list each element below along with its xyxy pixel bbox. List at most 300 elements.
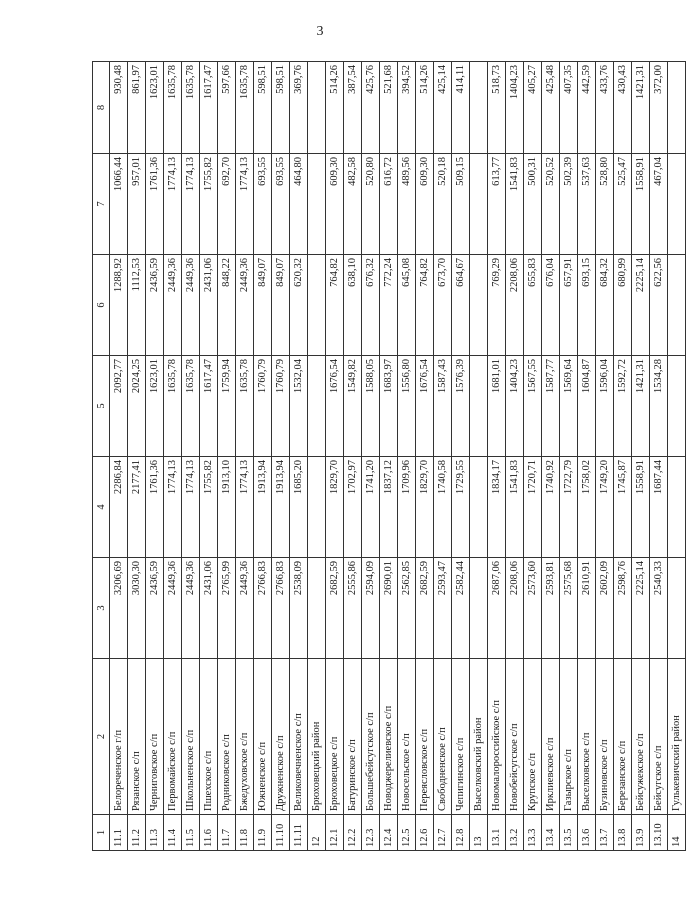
- value-cell: 1676,54: [326, 356, 344, 457]
- table-row: [470, 62, 488, 851]
- value-cell: 2575,68: [560, 558, 578, 659]
- value-cell: 597,66: [218, 62, 236, 154]
- settlement-name: Новобейсугское с/п: [506, 659, 524, 815]
- value-cell: [668, 62, 686, 154]
- table-row: [146, 62, 164, 851]
- settlement-name: Бжедуховское с/п: [236, 659, 254, 815]
- value-cell: [668, 255, 686, 356]
- value-cell: 1834,17: [488, 457, 506, 558]
- row-number: 13.5: [560, 815, 578, 851]
- value-cell: 676,04: [542, 255, 560, 356]
- row-number: 11.9: [254, 815, 272, 851]
- value-cell: 655,83: [524, 255, 542, 356]
- row-number: 12.6: [416, 815, 434, 851]
- table-row: [596, 62, 614, 851]
- value-cell: 1729,55: [452, 457, 470, 558]
- value-cell: 598,51: [254, 62, 272, 154]
- settlement-name: Переясловское с/п: [416, 659, 434, 815]
- value-cell: 464,80: [290, 154, 308, 255]
- value-cell: 425,48: [542, 62, 560, 154]
- value-cell: 1604,87: [578, 356, 596, 457]
- value-cell: 1635,78: [236, 62, 254, 154]
- settlement-name: Бейсугское с/п: [650, 659, 668, 815]
- row-number: 12.1: [326, 815, 344, 851]
- value-cell: 622,56: [650, 255, 668, 356]
- value-cell: 1558,91: [632, 457, 650, 558]
- value-cell: 502,39: [560, 154, 578, 255]
- value-cell: [308, 457, 326, 558]
- value-cell: 537,63: [578, 154, 596, 255]
- value-cell: 1774,13: [236, 154, 254, 255]
- value-cell: 387,54: [344, 62, 362, 154]
- value-cell: 1913,94: [254, 457, 272, 558]
- value-cell: 514,26: [416, 62, 434, 154]
- table-row: [218, 62, 236, 851]
- value-cell: 2208,06: [506, 558, 524, 659]
- table-row: [380, 62, 398, 851]
- column-number: 6: [93, 255, 110, 356]
- value-cell: 2449,36: [182, 255, 200, 356]
- value-cell: 2766,83: [254, 558, 272, 659]
- value-cell: 1404,23: [506, 62, 524, 154]
- table-row: [344, 62, 362, 851]
- column-number: 2: [93, 659, 110, 815]
- value-cell: 1745,87: [614, 457, 632, 558]
- row-number: 12.2: [344, 815, 362, 851]
- value-cell: 520,52: [542, 154, 560, 255]
- value-cell: 1761,36: [146, 457, 164, 558]
- settlement-name: Школьненское с/п: [182, 659, 200, 815]
- value-cell: [308, 255, 326, 356]
- value-cell: 2594,09: [362, 558, 380, 659]
- row-number: 11.8: [236, 815, 254, 851]
- value-cell: [470, 558, 488, 659]
- value-cell: 372,00: [650, 62, 668, 154]
- value-cell: 2593,81: [542, 558, 560, 659]
- value-cell: 1066,44: [110, 154, 128, 255]
- value-cell: 616,72: [380, 154, 398, 255]
- table-row: [326, 62, 344, 851]
- value-cell: 638,10: [344, 255, 362, 356]
- value-cell: 693,15: [578, 255, 596, 356]
- value-cell: 2687,06: [488, 558, 506, 659]
- row-number: 12.3: [362, 815, 380, 851]
- value-cell: [668, 154, 686, 255]
- row-number: 12.7: [434, 815, 452, 851]
- row-number: 11.11: [290, 815, 308, 851]
- value-cell: 693,55: [254, 154, 272, 255]
- value-cell: [308, 62, 326, 154]
- column-number: 3: [93, 558, 110, 659]
- value-cell: 1758,02: [578, 457, 596, 558]
- value-cell: 1567,55: [524, 356, 542, 457]
- table-row: [128, 62, 146, 851]
- row-number: 14: [668, 815, 686, 851]
- settlement-name: Выселковское с/п: [578, 659, 596, 815]
- value-cell: 2573,60: [524, 558, 542, 659]
- value-cell: 1569,64: [560, 356, 578, 457]
- value-cell: 1592,72: [614, 356, 632, 457]
- settlement-name: Свободненское с/п: [434, 659, 452, 815]
- value-cell: 2766,83: [272, 558, 290, 659]
- table-row: [650, 62, 668, 851]
- value-cell: 1913,10: [218, 457, 236, 558]
- value-cell: 2431,06: [200, 255, 218, 356]
- value-cell: 2208,06: [506, 255, 524, 356]
- table-row: [416, 62, 434, 851]
- value-cell: 1623,01: [146, 62, 164, 154]
- value-cell: 1760,79: [272, 356, 290, 457]
- settlement-name: Чепигинское с/п: [452, 659, 470, 815]
- page-number: 3: [316, 24, 324, 39]
- value-cell: 520,18: [434, 154, 452, 255]
- value-cell: [668, 356, 686, 457]
- value-cell: 1687,44: [650, 457, 668, 558]
- value-cell: 1774,13: [182, 154, 200, 255]
- value-cell: 2449,36: [164, 255, 182, 356]
- value-cell: 930,48: [110, 62, 128, 154]
- row-number: 12.5: [398, 815, 416, 851]
- value-cell: 657,91: [560, 255, 578, 356]
- value-cell: 2682,59: [416, 558, 434, 659]
- value-cell: 1683,97: [380, 356, 398, 457]
- row-number: 13.1: [488, 815, 506, 851]
- value-cell: 2449,36: [236, 255, 254, 356]
- settlement-name: Пшехское с/п: [200, 659, 218, 815]
- table-row: [542, 62, 560, 851]
- table-row: [308, 62, 326, 851]
- value-cell: 430,43: [614, 62, 632, 154]
- value-cell: 1685,20: [290, 457, 308, 558]
- value-cell: 1588,05: [362, 356, 380, 457]
- rotated-table-frame: [92, 62, 682, 851]
- value-cell: 2765,99: [218, 558, 236, 659]
- value-cell: 1681,01: [488, 356, 506, 457]
- row-number: 13.4: [542, 815, 560, 851]
- value-cell: 2449,36: [164, 558, 182, 659]
- settlement-name: Газырское с/п: [560, 659, 578, 815]
- value-cell: [308, 154, 326, 255]
- table-row: [272, 62, 290, 851]
- settlement-name: Бузиновское с/п: [596, 659, 614, 815]
- settlement-name: Большебейсугское с/п: [362, 659, 380, 815]
- value-cell: 482,58: [344, 154, 362, 255]
- row-number: 11.3: [146, 815, 164, 851]
- value-cell: 1556,80: [398, 356, 416, 457]
- value-cell: 525,47: [614, 154, 632, 255]
- value-cell: 1760,79: [254, 356, 272, 457]
- value-cell: 2538,09: [290, 558, 308, 659]
- table-row: [578, 62, 596, 851]
- value-cell: 764,82: [326, 255, 344, 356]
- value-cell: 1774,13: [164, 457, 182, 558]
- value-cell: 1829,70: [416, 457, 434, 558]
- value-cell: 2449,36: [182, 558, 200, 659]
- value-cell: 1534,28: [650, 356, 668, 457]
- settlement-name: Выселковский район: [470, 659, 488, 815]
- value-cell: 1541,83: [506, 457, 524, 558]
- column-number: 1: [93, 815, 110, 851]
- value-cell: 1635,78: [164, 62, 182, 154]
- value-cell: 848,22: [218, 255, 236, 356]
- table-row: [668, 62, 686, 851]
- value-cell: 849,07: [272, 255, 290, 356]
- row-number: 13.6: [578, 815, 596, 851]
- table-row: [236, 62, 254, 851]
- row-number: 13.2: [506, 815, 524, 851]
- value-cell: 500,31: [524, 154, 542, 255]
- table-row: [164, 62, 182, 851]
- settlement-name: Брюховецкий район: [308, 659, 326, 815]
- value-cell: 692,70: [218, 154, 236, 255]
- table-row: [398, 62, 416, 851]
- value-cell: 2024,25: [128, 356, 146, 457]
- table-row: [200, 62, 218, 851]
- value-cell: 3030,30: [128, 558, 146, 659]
- value-cell: [470, 356, 488, 457]
- value-cell: 1722,79: [560, 457, 578, 558]
- value-cell: 645,08: [398, 255, 416, 356]
- value-cell: 2177,41: [128, 457, 146, 558]
- value-cell: 1587,43: [434, 356, 452, 457]
- value-cell: 1702,97: [344, 457, 362, 558]
- value-cell: 1541,83: [506, 154, 524, 255]
- value-cell: 1421,31: [632, 62, 650, 154]
- value-cell: 521,68: [380, 62, 398, 154]
- row-number: 12.4: [380, 815, 398, 851]
- value-cell: 433,76: [596, 62, 614, 154]
- value-cell: 1676,54: [416, 356, 434, 457]
- column-number: 7: [93, 154, 110, 255]
- value-cell: 1635,78: [182, 62, 200, 154]
- column-number: 5: [93, 356, 110, 457]
- value-cell: 2540,33: [650, 558, 668, 659]
- value-cell: 1774,13: [236, 457, 254, 558]
- value-cell: 528,80: [596, 154, 614, 255]
- value-cell: 769,29: [488, 255, 506, 356]
- value-cell: 394,52: [398, 62, 416, 154]
- value-cell: 1749,20: [596, 457, 614, 558]
- value-cell: 405,27: [524, 62, 542, 154]
- value-cell: 2690,01: [380, 558, 398, 659]
- table-row: [182, 62, 200, 851]
- value-cell: 1740,58: [434, 457, 452, 558]
- value-cell: 1837,12: [380, 457, 398, 558]
- settlement-name: Первомайское с/п: [164, 659, 182, 815]
- value-cell: 2436,59: [146, 558, 164, 659]
- settlement-name: Ирклиевское с/п: [542, 659, 560, 815]
- settlement-name: Гулькевичский район: [668, 659, 686, 815]
- value-cell: 2610,91: [578, 558, 596, 659]
- settlement-name: Южненское с/п: [254, 659, 272, 815]
- value-cell: 684,32: [596, 255, 614, 356]
- settlement-name: Черниговское с/п: [146, 659, 164, 815]
- row-number: 11.7: [218, 815, 236, 851]
- table-row: [524, 62, 542, 851]
- settlement-name: Батуринское с/п: [344, 659, 362, 815]
- table-row: [110, 62, 128, 851]
- value-cell: 609,30: [416, 154, 434, 255]
- value-cell: [470, 255, 488, 356]
- settlement-name: Великовечненское с/п: [290, 659, 308, 815]
- value-cell: 1623,01: [146, 356, 164, 457]
- value-cell: 609,30: [326, 154, 344, 255]
- settlement-name: Новоджерелиевское с/п: [380, 659, 398, 815]
- row-number: 11.5: [182, 815, 200, 851]
- table-row: [632, 62, 650, 851]
- row-number: 11.2: [128, 815, 146, 851]
- value-cell: 1576,39: [452, 356, 470, 457]
- value-cell: 509,15: [452, 154, 470, 255]
- value-cell: 425,76: [362, 62, 380, 154]
- value-cell: 2593,47: [434, 558, 452, 659]
- value-cell: 1532,04: [290, 356, 308, 457]
- settlement-name: Новомалороссийское с/п: [488, 659, 506, 815]
- value-cell: 849,07: [254, 255, 272, 356]
- value-cell: 620,32: [290, 255, 308, 356]
- settlement-name: Дружненское с/п: [272, 659, 290, 815]
- row-number: 13.8: [614, 815, 632, 851]
- value-cell: 1558,91: [632, 154, 650, 255]
- row-number: 11.4: [164, 815, 182, 851]
- value-cell: 1404,23: [506, 356, 524, 457]
- table-row: [614, 62, 632, 851]
- row-number: 11.1: [110, 815, 128, 851]
- row-number: 11.10: [272, 815, 290, 851]
- row-number: 12.8: [452, 815, 470, 851]
- value-cell: 1549,82: [344, 356, 362, 457]
- value-cell: 1755,82: [200, 457, 218, 558]
- value-cell: 1288,92: [110, 255, 128, 356]
- value-cell: 2682,59: [326, 558, 344, 659]
- value-cell: 1112,53: [128, 255, 146, 356]
- column-number: 8: [93, 62, 110, 154]
- value-cell: 1617,47: [200, 62, 218, 154]
- value-cell: [308, 356, 326, 457]
- value-cell: [470, 154, 488, 255]
- value-cell: 673,70: [434, 255, 452, 356]
- value-cell: [470, 457, 488, 558]
- settlement-name: Рязанское с/п: [128, 659, 146, 815]
- row-number: 12: [308, 815, 326, 851]
- value-cell: 1421,31: [632, 356, 650, 457]
- value-cell: 2598,76: [614, 558, 632, 659]
- value-cell: 2582,44: [452, 558, 470, 659]
- value-cell: 1774,13: [164, 154, 182, 255]
- row-number: 13.7: [596, 815, 614, 851]
- value-cell: 425,14: [434, 62, 452, 154]
- settlement-name: Белореченское г/п: [110, 659, 128, 815]
- value-cell: 1635,78: [164, 356, 182, 457]
- value-cell: 1740,92: [542, 457, 560, 558]
- value-cell: 693,55: [272, 154, 290, 255]
- value-cell: 1774,13: [182, 457, 200, 558]
- settlement-name: Крупское с/п: [524, 659, 542, 815]
- value-cell: 1720,71: [524, 457, 542, 558]
- value-cell: 1829,70: [326, 457, 344, 558]
- value-cell: 2436,59: [146, 255, 164, 356]
- table-row: [488, 62, 506, 851]
- row-number: 13.9: [632, 815, 650, 851]
- value-cell: 1709,96: [398, 457, 416, 558]
- value-cell: 2092,77: [110, 356, 128, 457]
- value-cell: 1759,94: [218, 356, 236, 457]
- settlement-name: Березанское с/п: [614, 659, 632, 815]
- settlement-name: Новосельское с/п: [398, 659, 416, 815]
- value-cell: [668, 558, 686, 659]
- value-cell: 1755,82: [200, 154, 218, 255]
- value-cell: 2286,84: [110, 457, 128, 558]
- value-cell: 764,82: [416, 255, 434, 356]
- value-cell: 489,56: [398, 154, 416, 255]
- value-cell: 467,04: [650, 154, 668, 255]
- value-cell: 520,80: [362, 154, 380, 255]
- value-cell: 2225,14: [632, 558, 650, 659]
- settlement-name: Брюховецкое с/п: [326, 659, 344, 815]
- value-cell: 957,01: [128, 154, 146, 255]
- value-cell: 613,77: [488, 154, 506, 255]
- value-cell: 676,32: [362, 255, 380, 356]
- settlement-name: Родниковское с/п: [218, 659, 236, 815]
- settlement-name: Бейсужекское с/п: [632, 659, 650, 815]
- value-cell: 2449,36: [236, 558, 254, 659]
- table-row: [452, 62, 470, 851]
- value-cell: 2555,86: [344, 558, 362, 659]
- value-cell: 861,97: [128, 62, 146, 154]
- value-cell: [308, 558, 326, 659]
- value-cell: 442,59: [578, 62, 596, 154]
- value-cell: 772,24: [380, 255, 398, 356]
- value-cell: 514,26: [326, 62, 344, 154]
- value-cell: 2431,06: [200, 558, 218, 659]
- value-cell: 598,51: [272, 62, 290, 154]
- value-cell: 2602,09: [596, 558, 614, 659]
- value-cell: 3206,69: [110, 558, 128, 659]
- value-cell: 680,99: [614, 255, 632, 356]
- value-cell: 1596,04: [596, 356, 614, 457]
- value-cell: 1761,36: [146, 154, 164, 255]
- value-cell: [470, 62, 488, 154]
- value-cell: 2562,85: [398, 558, 416, 659]
- table-row: [506, 62, 524, 851]
- value-cell: 664,67: [452, 255, 470, 356]
- value-cell: 518,73: [488, 62, 506, 154]
- table-row: [362, 62, 380, 851]
- value-cell: [668, 457, 686, 558]
- table-row: [290, 62, 308, 851]
- tariff-table: [92, 61, 686, 851]
- value-cell: 1741,20: [362, 457, 380, 558]
- value-cell: 1635,78: [182, 356, 200, 457]
- row-number: 13.10: [650, 815, 668, 851]
- header-row: [93, 62, 110, 851]
- row-number: 13: [470, 815, 488, 851]
- table-row: [254, 62, 272, 851]
- value-cell: 2225,14: [632, 255, 650, 356]
- value-cell: 414,11: [452, 62, 470, 154]
- column-number: 4: [93, 457, 110, 558]
- value-cell: 1635,78: [236, 356, 254, 457]
- row-number: 11.6: [200, 815, 218, 851]
- value-cell: 1587,77: [542, 356, 560, 457]
- table-row: [560, 62, 578, 851]
- value-cell: 407,35: [560, 62, 578, 154]
- row-number: 13.3: [524, 815, 542, 851]
- value-cell: 1913,94: [272, 457, 290, 558]
- value-cell: 1617,47: [200, 356, 218, 457]
- value-cell: 369,76: [290, 62, 308, 154]
- table-row: [434, 62, 452, 851]
